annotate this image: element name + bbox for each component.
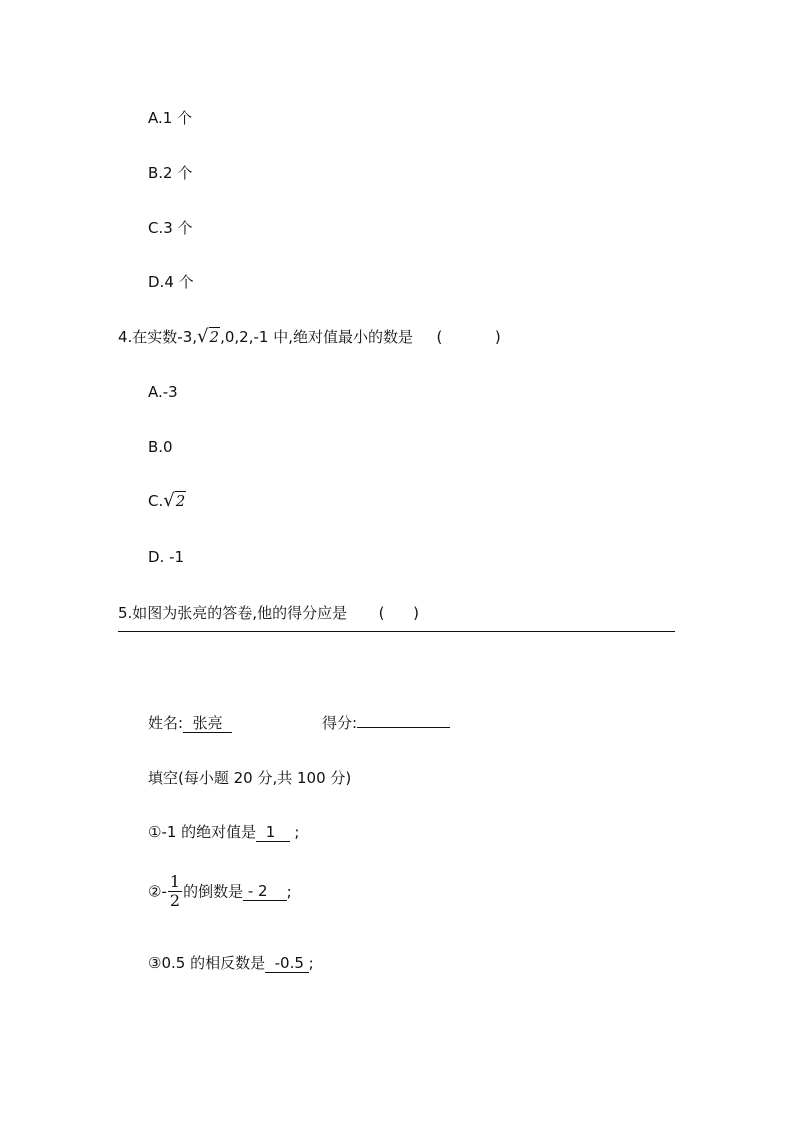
answer-bracket: ( ) [436,328,501,346]
q4-option-c [148,491,186,511]
q3-option-c: C.3 个 [148,219,193,237]
fraction [168,873,182,910]
name-value: 张亮 [183,714,233,732]
fill-item-2 [148,872,292,916]
fill-item-2-mid: 的倒数是 [183,882,244,901]
radicand: 2 [209,328,220,346]
score-blank [357,727,450,728]
fraction-numerator: 1 [169,872,181,891]
q4-stem-suffix: ,0,2,-1 中,绝对值最小的数是 [220,328,413,346]
fill-item-1-answer: 1 [256,823,290,841]
q4-option-a: A.-3 [148,383,178,401]
fill-item-2-answer: - 2 [243,882,287,900]
divider-line [118,631,675,632]
fill-item-2-prefix: ②- [148,882,167,901]
name-label: 姓名: [148,714,184,732]
name-row [148,713,232,733]
fraction-denominator: 2 [169,891,181,910]
q5-stem [118,603,419,623]
fill-item-3 [148,953,314,973]
radicand: 2 [175,492,186,510]
q4-option-c-label: C. [148,492,164,510]
radical-sign: √ [163,490,175,511]
q4-option-d: D. -1 [148,548,185,566]
q3-option-b: B.2 个 [148,164,193,182]
q4-stem [118,327,501,347]
fill-item-2-suffix: ; [286,882,292,901]
q3-option-a: A.1 个 [148,109,193,127]
fill-item-1 [148,822,299,842]
q3-option-d: D.4 个 [148,273,194,291]
fill-item-1-suffix: ; [289,823,300,841]
q5-stem-text: 5.如图为张亮的答卷,他的得分应是 [118,604,348,622]
q4-stem-prefix: 4.在实数-3, [118,328,198,346]
sqrt-expression [163,491,186,511]
score-row [322,713,450,733]
fill-item-1-prefix: ①-1 的绝对值是 [148,823,257,841]
section-title: 填空(每小题 20 分,共 100 分) [148,769,352,787]
answer-bracket: ( ) [378,604,419,622]
fill-item-3-suffix: ; [308,954,314,972]
sqrt-expression [197,327,220,347]
fill-item-3-prefix: ③0.5 的相反数是 [148,954,266,972]
fill-item-3-answer: -0.5 [265,954,309,972]
q4-option-b: B.0 [148,438,173,456]
score-label: 得分: [322,714,358,732]
radical-sign: √ [197,326,209,347]
